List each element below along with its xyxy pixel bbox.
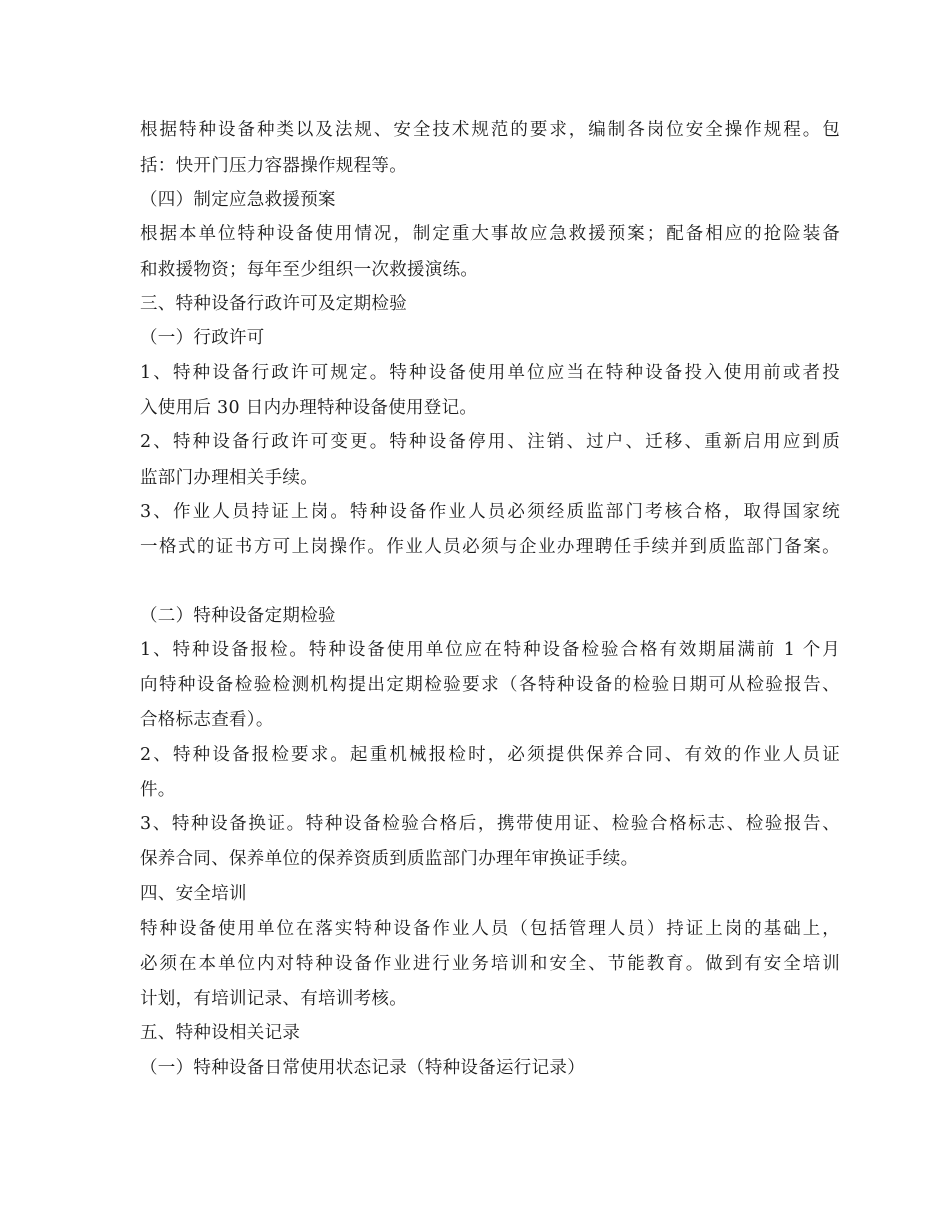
paragraph-line: 1、特种设备报检。特种设备使用单位应在特种设备检验合格有效期届满前 1 个月 [140, 640, 840, 660]
paragraph-line: 保养合同、保养单位的保养资质到质监部门办理年审换证手续。 [140, 849, 639, 869]
section-heading: 五、特种设相关记录 [140, 1023, 301, 1043]
paragraph-line: 必须在本单位内对特种设备作业进行业务培训和安全、节能教育。做到有安全培训 [140, 954, 840, 974]
paragraph-line: 3、作业人员持证上岗。特种设备作业人员必须经质监部门考核合格，取得国家统 [140, 502, 840, 522]
paragraph-line: 件。 [140, 780, 176, 800]
paragraph-line: 2、特种设备行政许可变更。特种设备停用、注销、过户、迁移、重新启用应到质 [140, 432, 840, 452]
paragraph-line: 根据特种设备种类以及法规、安全技术规范的要求，编制各岗位安全操作规程。包 [140, 120, 840, 140]
paragraph-line: 向特种设备检验检测机构提出定期检验要求（各特种设备的检验日期可从检验报告、 [140, 675, 840, 695]
paragraph-line: 特种设备使用单位在落实特种设备作业人员（包括管理人员）持证上岗的基础上， [140, 919, 840, 939]
section-heading: （四）制定应急救援预案 [140, 190, 336, 210]
paragraph-line: 2、特种设备报检要求。起重机械报检时，必须提供保养合同、有效的作业人员证 [140, 745, 840, 765]
paragraph-line: 计划，有培训记录、有培训考核。 [140, 989, 407, 1009]
section-heading: （一）行政许可 [140, 328, 265, 348]
paragraph-line: 3、特种设备换证。特种设备检验合格后，携带使用证、检验合格标志、检验报告、 [140, 814, 840, 834]
paragraph-line: 括：快开门压力容器操作规程等。 [140, 156, 407, 176]
paragraph-line: 合格标志查看）。 [140, 710, 274, 730]
section-heading: （一）特种设备日常使用状态记录（特种设备运行记录） [140, 1058, 585, 1078]
section-heading: （二）特种设备定期检验 [140, 606, 336, 626]
paragraph-line: 监部门办理相关手续。 [140, 468, 318, 488]
section-heading: 四、安全培训 [140, 884, 247, 904]
paragraph-line: 入使用后 30 日内办理特种设备使用登记。 [140, 398, 478, 418]
paragraph-line: 和救援物资；每年至少组织一次救援演练。 [140, 260, 479, 280]
paragraph-line: 根据本单位特种设备使用情况，制定重大事故应急救援预案；配备相应的抢险装备 [140, 224, 840, 244]
paragraph-line: 1、特种设备行政许可规定。特种设备使用单位应当在特种设备投入使用前或者投 [140, 363, 840, 383]
section-heading: 三、特种设备行政许可及定期检验 [140, 294, 407, 314]
paragraph-line: 一格式的证书方可上岗操作。作业人员必须与企业办理聘任手续并到质监部门备案。 [140, 537, 840, 557]
